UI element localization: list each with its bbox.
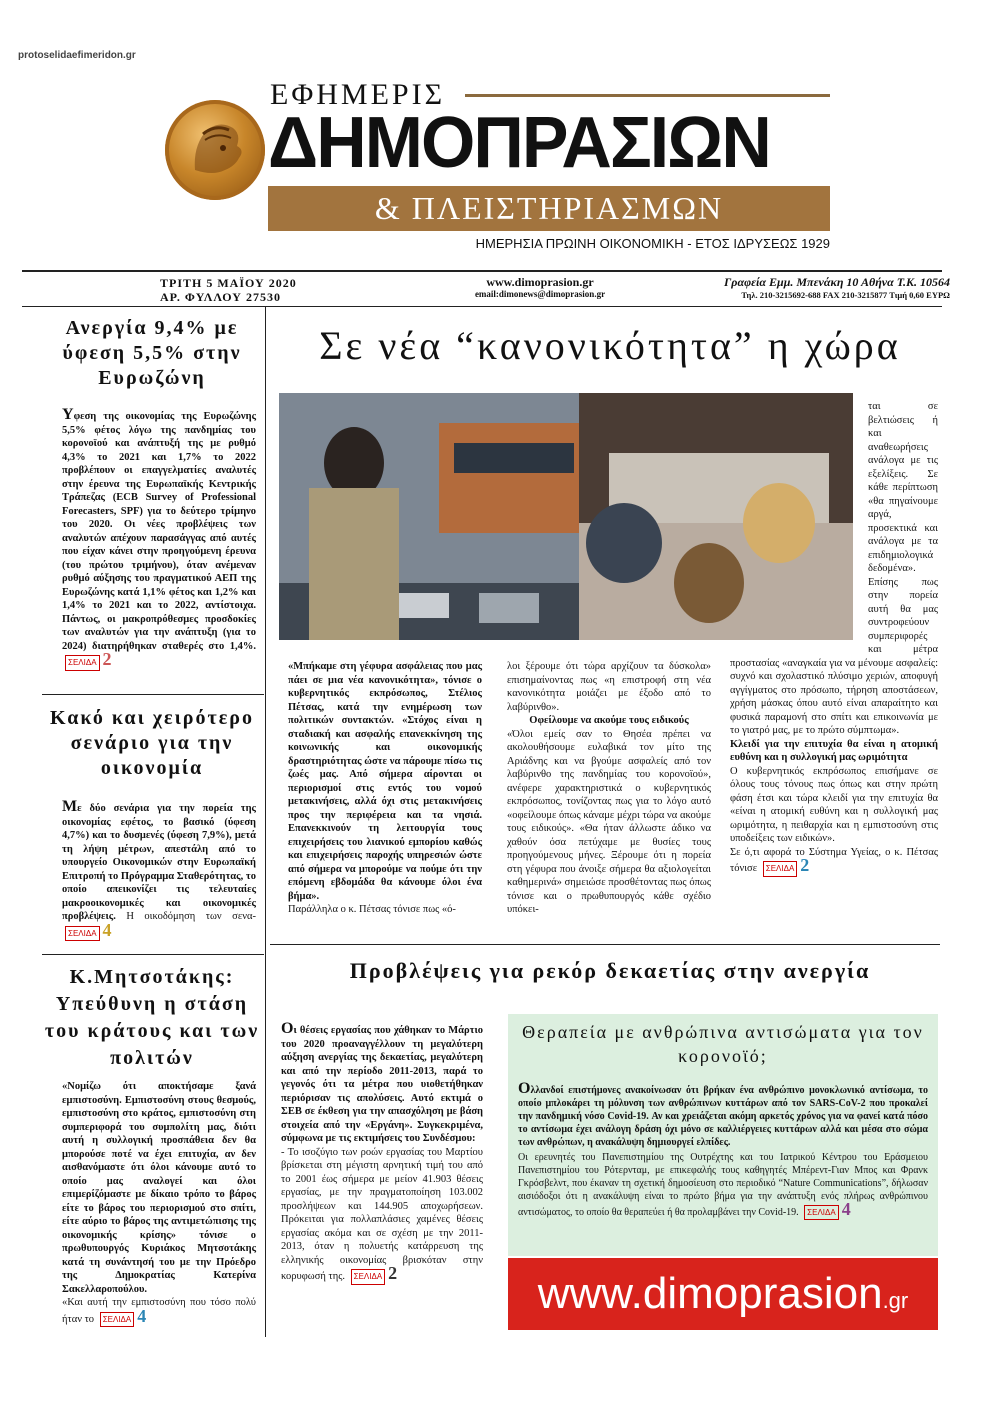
antibody-lead: λλανδοί επιστήμονες ανακοίνωσαν ότι βρήκαν ένα ανθρώπινο μονοκλωνικό αντίσωμα, το οποίο μπλοκάρει τη μόλυνση των ανθρώπινων κυττάρων από τον SARS-CoV-2 που προκαλεί την πανδημική νόσο Covid-19. Αν και χρειάζεται ακόμη αρκετός χρόνος για να φανεί κατά πόσο το αντίσωμα έχει ανάλογη δράση όχι μόνο σε καλλιέργειες κυττάρων αλλά και μέσα στο σώμα των ανθρώπων, η ανακάλυψη δημιουργεί ελπίδες. (518, 1085, 928, 1148)
lead-col-2 (507, 660, 711, 917)
lead-col-1-text: «Μπήκαμε στη γέφυρα ασφάλειας που μας πάει σε μια νέα κανονικότητα», τόνισε ο κυβερνητικός εκπρόσωπος, Στέλιος Πέτσας, κατά την ενημέρωση των πολιτικών συντακτών. «Στόχος είναι η σταδιακή και ασφαλής επανεκκίνηση της κοινωνικής και οικονομικής δραστηριότητας ώστε να πάρουμε πίσω τις ζωές μας. Από σήμερα αίρονται οι περιορισμοί στις εντός του νομού μετακινήσεις, αλλά όχι στις μετακινήσεις προς την περιφέρεια και τα νησιά. Επανεκκινούν τη λειτουργία τους επιχειρήσεις του λιανικού εμπορίου καθώς και επιχειρήσεις παροχής υπηρεσιών ώστε από σήμερα να μπορούμε να πούμε ότι την επόμενη εβδομάδα θα κάνουμε όλοι ένα βήμα». (288, 661, 482, 902)
antibody-text: Οι ερευνητές του Πανεπιστημίου της Ουτρέχτης και του Ιατρικού Κέντρου του Εράσμειου Πανεπιστημίου του Ρότερνταμ, με επικεφαλής τους καθηγητές Μπέρεντ-Γιαν Μπος και Φρανκ Γκρόσβελντ, που έκαναν τη σχετική δημοσίευση στο περιοδικό “Nature Communications”, δήλωσαν αισιόδοξοι ότι η ανακάλυψη είναι το πρώτο βήμα για την ανάπτυξη ενός πλήρως ανθρώπινου αντισώματος, το οποίο θα θεραπεύει ή θα προλαμβάνει την Covid-19. ΣΕΛΙΔΑ 4 (518, 1152, 928, 1219)
masthead-rule (465, 94, 830, 97)
site-watermark: protoselidaefimeridon.gr (18, 50, 136, 61)
page-ref-badge: ΣΕΛΙΔΑ (763, 861, 798, 877)
lead-col-2-subhead: Οφείλουμε να ακούμε τους ειδικούς (529, 715, 689, 726)
lead-col-3-body: Ο κυβερνητικός εκπρόσωπος επισήμανε σε όλους τους τόνους πως όπως και στην πρώτη φάση έτσι και τώρα κλειδί για την επιτυχία θα «είναι η ατομική ευθύνη και η συλλογική μας ωριμότητα, η πειθαρχία και η εμπιστοσύνη στις υποδείξεις των ειδικών». (730, 765, 938, 844)
article-2-title: Κακό και χειρότερο σενάριο για την οικονομία (50, 707, 254, 779)
lead-col-1-tail: Παράλληλα ο κ. Πέτσας τόνισε πως «ό- (288, 904, 456, 915)
page-ref-badge: ΣΕΛΙΔΑ (351, 1269, 386, 1285)
masthead-subtitle: & ΠΛΕΙΣΤΗΡΙΑΣΜΩΝ (268, 186, 830, 231)
lead-headline: Σε νέα “κανονικότητα” η χώρα (319, 323, 901, 368)
website-link[interactable]: www.dimoprasion.gr (486, 275, 594, 289)
masthead-title: ΔΗΜΟΠΡΑΣΙΩΝ (268, 103, 770, 183)
article-2-body (62, 800, 256, 941)
antibody-page[interactable]: 4 (841, 1199, 851, 1219)
header-rule-bottom (22, 306, 942, 307)
issue-date: ΤΡΙΤΗ 5 ΜΑΪΟΥ 2020 (160, 276, 297, 290)
office-address: Γραφεία Εμμ. Μπενάκη 10 Αθήνα Τ.Κ. 10564 (724, 275, 950, 289)
page-ref-badge: ΣΕΛΙΔΑ (100, 1312, 135, 1328)
masthead-tagline: ΗΜΕΡΗΣΙΑ ΠΡΩΙΝΗ ΟΙΚΟΝΟΜΙΚΗ - ΕΤΟΣ ΙΔΡΥΣΕΩΣ 1929 (475, 236, 830, 251)
email-link[interactable]: email:dimonews@dimoprasion.gr (474, 289, 606, 299)
banner-main: www.dimoprasion (537, 1269, 883, 1318)
divider (42, 954, 264, 955)
page-ref-badge: ΣΕΛΙΔΑ (804, 1205, 839, 1220)
office-phones: Τηλ. 210-3215692-688 FAX 210-3215877 Τιμή 0,60 ΕΥΡΩ (741, 290, 950, 300)
divider (42, 694, 264, 695)
page-ref-badge: ΣΕΛΙΔΑ (65, 655, 100, 671)
article-1-dropcap: Υ (62, 406, 74, 423)
lead-col-2-text: λοι ξέρουμε ότι τώρα αρχίζουν τα δύσκολα» επισημαίνοντας πως «η επιστροφή στη νέα κανονικότητα μοιάζει με έξοδο από το λαβύρινθο». (507, 661, 711, 713)
article-3-tail: «Και αυτή την εμπιστοσύνη που τόσο πολύ ήταν το (62, 1297, 256, 1325)
page-ref-badge: ΣΕΛΙΔΑ (65, 926, 100, 942)
lead-col-3-text: ται σε βελτιώσεις ή και αναθεωρήσεις ανάλογα με τις εξελίξεις. Σε κάθε περίπτωση «θα πηγαίνουμε αργά, προσεκτικά και ανάλογα με τα επιδημιολογικά δεδομένα». Επίσης πως στην πορεία αυτή θα μας συντροφεύουν συμπεριφορές και μέτρα προστασίας «αναγκαία για να μένουμε ασφαλείς: συχνό και σχολαστικό πλύσιμο χεριών, αποφυγή αγγίγματος στο πρόσωπο, τήρηση αποστάσεων, χρήση μάσκας όπου αυτό είναι απαραίτητο και φυσικά παραμονή στο σπίτι και επικοινωνία με το γιατρό μας, με το πρώτο σύμπτωμα». (730, 401, 938, 736)
lead-col-1 (288, 660, 482, 917)
antibody-headline: Θεραπεία με ανθρώπινα αντισώματα για τον κορονοϊό; (522, 1022, 924, 1066)
article-1-page[interactable]: 2 (102, 649, 112, 669)
issue-number: ΑΡ. ΦΥΛΛΟΥ 27530 (160, 290, 281, 304)
banner-suffix: .gr (882, 1288, 909, 1313)
article-2-page[interactable]: 4 (102, 919, 112, 940)
article-3-title: Κ.Μητσοτάκης: Υπεύθυνη η στάση του κράτους και των πολιτών (44, 966, 260, 1069)
lead-page[interactable]: 2 (800, 855, 810, 875)
antibody-dropcap: Ο (518, 1080, 531, 1097)
unemployment-page[interactable]: 2 (388, 1263, 398, 1283)
header-rule-top (22, 270, 942, 272)
lead-col-2-body: «Όλοι εμείς σαν το Θησέα πρέπει να ακολουθήσουμε ευλαβικά τον μίτο της Αριάδνης και να βγούμε ασφαλείς από τον λαβύρινθο της πανδημίας του κορονοϊού», ανέφερε χαρακτηριστικά ο κυβερνητικός εκπρόσωπος, τονίζοντας πως για το λόγο αυτό «οφείλουμε όπως κάναμε μέχρι τώρα να ακούμε τους ειδικούς». «Θα ήταν άλλωστε άδικο να χαθούν όσα πετύχαμε με θυσίες τους προηγούμενους μήνες. Ξέρουμε ότι η πορεία στη γέφυρα που άνοιξε σήμερα θα αξιολογείται καθημερινά» σημειώσε προσθέτοντας πως όπως τόνισε και ο πρωθυπουργός κάθε σχέδιο υπόκει- (507, 728, 711, 915)
antibody-box (508, 1014, 938, 1256)
article-1-body (62, 408, 256, 671)
article-3-body (62, 1080, 256, 1327)
photo-wrap-spacer (730, 400, 868, 647)
article-3-page[interactable]: 4 (137, 1305, 147, 1326)
antibody-body (508, 1068, 938, 1220)
coin-logo-icon (165, 100, 265, 200)
article-2-tail: Η οικοδόμηση των σενα- (126, 911, 256, 922)
divider (270, 944, 940, 945)
unemployment-lead: ι θέσεις εργασίας που χάθηκαν το Μάρτιο του 2020 προαναγγέλλουν τη μεγαλύτερη αύξηση ανεργίας της δεκαετίας, μεγαλύτερη και από την περίοδο 2011-2013, παρά το γεγονός ότι τα μέτρα που υιοθετήθηκαν περιόρισαν τις απολύσεις. Αυτό εκτιμά ο ΣΕΒ σε έκθεση για την απασχόληση με βάση στοιχεία από την «Εργάνη». Συγκεκριμένα, σύμφωνα με τις εκτιμήσεις του Συνδέσμου: (281, 1025, 483, 1144)
article-3-text: «Νομίζω ότι αποκτήσαμε ξανά εμπιστοσύνη. Εμπιστοσύνη στους θεσμούς, εμπιστοσύνη στο κράτος, εμπιστοσύνη στη συμπεριφορά του συμπολίτη μας, διότι αυτή η συλλογική προσπάθεια δεν θα μπορούσε ποτέ να έχει επιτυχία, αν δεν αισθανόμαστε ότι όλοι κάνουμε αυτό το οποίο μας αναλογεί και όλοι επιμερίζόμαστε με δίκαιο τρόπο το βάρος είτε το βάρος του περιορισμού στο σπίτι, είτε αύριο το βάρος της αντιμετώπισης της οικονομικής κρίσης» τόνισε ο πρωθυπουργός Κυριάκος Μητσοτάκης κατά τη συνάντησή του με την Πρόεδρο της Δημοκρατίας Κατερίνα Σακελλαροπούλου. (62, 1081, 256, 1295)
contact-web (450, 276, 630, 300)
article-1-text: φεση της οικονομίας της Ευρωζώνης 5,5% φέτος λόγω της πανδημίας του κορονοϊού και ανάπτυξή της με ρυθμό 4,3% το 2021 και 1,7% το 2022 προβλέπουν οι επαγγελματίες αναλυτές στην έρευνα της Ευρωπαϊκής Κεντρικής Τράπεζας (ECB Survey of Professional Forecasters, SPF) για το δεύτερο τρίμηνο του 2020. Οι νέες προβλέψεις των αναλυτών απέχουν παρασάγγας από αυτές που είχαν κάνει στην προηγούμενη έρευνα (του πρώτου τριμήνου), όταν ανέμεναν ρυθμό αύξησης του πραγματικού ΑΕΠ της Ευρωζώνης κατά 1,1% φέτος και 1,2% και 1,4% το 2021 και το 2022, αντίστοιχα. Πάντως, οι μακροπρόθεσμες προσδοκίες των αναλυτών για την ανάπτυξη (για το 2024) διατηρήθηκαν σταθερές στο 1,4%. (62, 411, 256, 652)
column-divider (265, 307, 266, 1337)
lead-col-3 (730, 400, 938, 877)
lead-col-3-tail: Σε ό,τι αφορά το Σύστημα Υγείας, ο κ. Πέτσας τόνισε (730, 846, 938, 874)
article-1-title: Ανεργία 9,4% με ύφεση 5,5% στην Ευρωζώνη (62, 317, 242, 389)
article-2-dropcap: Μ (62, 798, 78, 815)
unemployment-text: - Το ισοζύγιο των ροών εργασίας του Μαρτίου βρίσκεται στη μέγιστη αρνητική τιμή του από το 2001 έως σήμερα με μείον 41.903 θέσεις εργασίας, με την πραγματοποίηση 103.002 προσλήψεων και 144.905 αποχωρήσεων. Πρόκειται για πολλαπλάσιες χαμένες θέσεις εργασίας ακόμα και σε σχέση με την 2011-2013, όταν η πολυετής κατάρρευση της ελληνικής οικονομίας βρισκόταν στην κορυφωσή της. (281, 1146, 483, 1282)
unemployment-headline: Προβλέψεις για ρεκόρ δεκαετίας στην ανεργία (349, 958, 871, 983)
unemployment-dropcap: Ο (281, 1020, 294, 1037)
contact-office (650, 276, 950, 302)
issue-info (160, 276, 297, 304)
website-banner[interactable] (508, 1258, 938, 1330)
article-2-text: ε δύο σενάρια για την πορεία της οικονομίας εφέτος, το βασικό (ύφεση 4,7%) και το δυσμενές (ύφεση 7,9%), μετά τη λήψη μέτρων, απεστάλη από το υπουργείο Οικονομικών στην Ευρωπαϊκή Επιτροπή το Πρόγραμμα Σταθερότητας, το οποίο απεικονίζει τις τελευταίες μακροοικονομικές και οικονομικές προβλέψεις. (62, 803, 256, 922)
lead-col-3-subhead: Κλειδί για την επιτυχία θα είναι η ατομική ευθύνη και η συλλογική μας ωριμότητα (730, 738, 938, 763)
masthead-ef: ΕΦΗΜΕΡΙΣ (270, 78, 446, 111)
unemployment-body (281, 1022, 483, 1285)
